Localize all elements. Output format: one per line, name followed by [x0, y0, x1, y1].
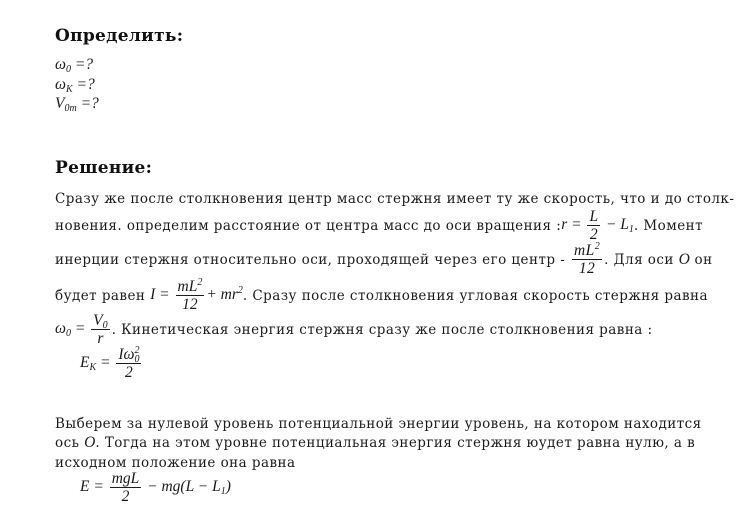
p1-line-1: Сразу же после столкновения центр масс стержня имеет ту же скорость, что и до столк-: [55, 191, 735, 207]
heading-find: Определить:: [55, 26, 184, 46]
unknown-omega-k: $\omega_K$ =?: [55, 76, 95, 95]
formula-r: r = $\frac{L}{2}$ − $L_1$: [561, 208, 634, 243]
p2-line-3: исходном положение она равна: [55, 455, 296, 471]
p1-line-4: будет равен I = $\frac{mL^2}{12}$ + $mr^2$. Сразу после столкновения угловая скорость стержня равна: [55, 277, 708, 313]
formula-inertia-axis: I = $\frac{mL^2}{12}$ + $mr^2$: [150, 277, 243, 313]
p1-line-2: новения. определим расстояние от центра масс до оси вращения :r = $\frac{L}{2}$ − $L_1$. Момент: [55, 208, 704, 243]
formula-omega0: $\omega_0$ = $\frac{V_0}{r}$: [55, 312, 108, 347]
p1-line-5: $\omega_0$ = $\frac{V_0}{r}$ . Кинетическая энергия стержня сразу же после столкновения равна :: [55, 312, 653, 347]
unknown-v0m: $V_{0m}$ =?: [55, 95, 99, 114]
eq-kinetic-energy: $E_K$ = $\frac{I\omega_0^2}{2}$: [80, 345, 140, 381]
heading-solution: Решение:: [55, 158, 153, 178]
unknown-omega-0: $\omega_0$ =?: [55, 56, 94, 75]
formula-inertia-center: $\frac{mL^2}{12}$: [573, 241, 601, 277]
p2-line-2: ось O. Тогда на этом уровне потенциальная энергия стержня юудет равна нулю, а в: [55, 434, 696, 451]
p1-line-3: инерции стержня относительно оси, проходящей через его центр - $\frac{mL^2}{12}$ . Для оси O он: [55, 241, 713, 277]
eq-potential-energy: E = $\frac{\text{mgL}}{2}$ − $mg(L - L_1)$: [80, 470, 231, 505]
p2-line-1: Выберем за нулевой уровень потенциальной энергии уровень, на котором находится: [55, 416, 702, 432]
